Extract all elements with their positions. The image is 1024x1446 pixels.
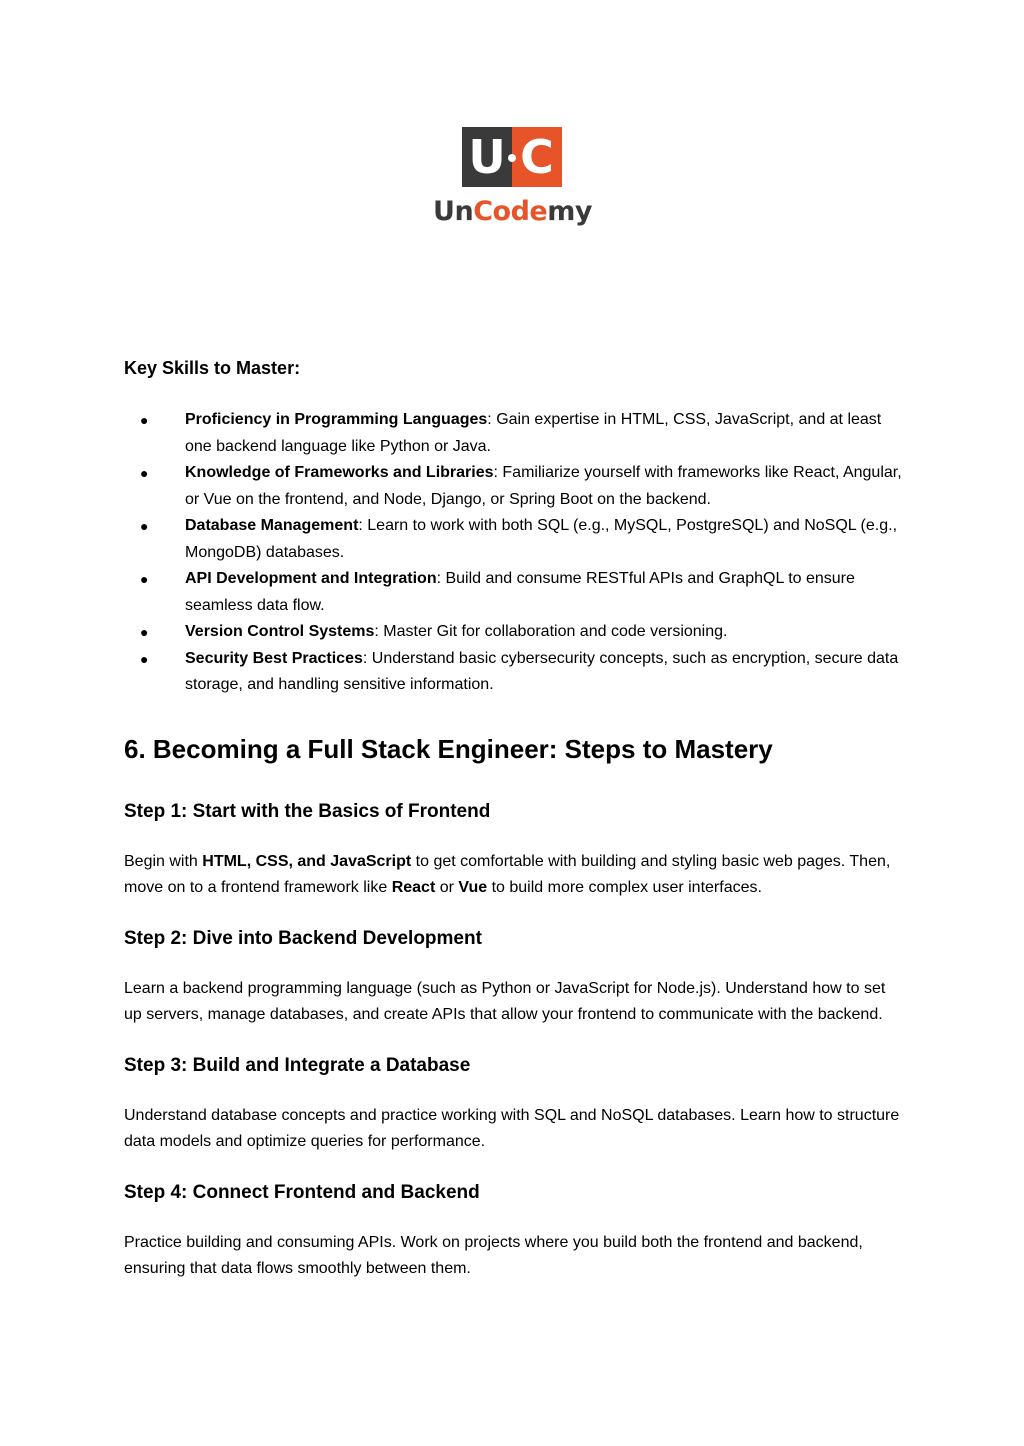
step-4-title: Step 4: Connect Frontend and Backend <box>124 1181 480 1203</box>
list-item <box>124 566 904 619</box>
step-4-text: Practice building and consuming APIs. Work on projects where you build both the frontend and backend, ensuring that data flows smoothly between them. <box>124 1233 863 1277</box>
skill-text: : Build and consume RESTful APIs and GraphQL to ensure seamless data flow. <box>185 570 855 614</box>
step-3-text: Understand database concepts and practice working with SQL and NoSQL databases. Learn how to structure data models and optimize queries for performance. <box>124 1106 900 1150</box>
uncodemy-logo <box>430 127 595 237</box>
logo-letter-c: C <box>512 127 562 187</box>
list-item <box>124 619 904 646</box>
section-heading: 6. Becoming a Full Stack Engineer: Steps to Mastery <box>124 733 773 764</box>
skill-text: : Understand basic cybersecurity concepts, such as encryption, secure data storage, and handling sensitive information. <box>185 649 899 693</box>
skill-text: : Gain expertise in HTML, CSS, JavaScript, and at least one backend language like Python or Java. <box>185 411 882 455</box>
list-item <box>124 646 904 699</box>
step-1-title: Step 1: Start with the Basics of Frontend <box>124 800 491 822</box>
text-run-bold: Vue <box>458 879 488 896</box>
bullet-icon: ● <box>140 624 149 640</box>
logo-word-part: Un <box>433 196 474 227</box>
key-skills-list <box>124 407 904 699</box>
bullet-icon: ● <box>140 518 149 534</box>
logo-word-part: Code <box>473 196 548 227</box>
text-run: to get comfortable with building and styling basic web pages. Then, move on to a frontend framework like <box>124 852 891 896</box>
bullet-icon: ● <box>140 412 149 428</box>
text-run-bold: HTML, CSS, and JavaScript <box>202 852 412 870</box>
skill-text: : Familiarize yourself with frameworks like React, Angular, or Vue on the frontend, and Node, Django, or Spring Boot on the backend. <box>185 464 902 508</box>
skill-text: : Learn to work with both SQL (e.g., MySQL, PostgreSQL) and NoSQL (e.g., MongoDB) databases. <box>185 517 898 561</box>
skill-title: Security Best Practices <box>185 649 363 667</box>
step-3-title: Step 3: Build and Integrate a Database <box>124 1054 471 1076</box>
text-run: Begin with <box>124 852 203 870</box>
step-2-title: Step 2: Dive into Backend Development <box>124 927 482 949</box>
key-skills-heading: Key Skills to Master: <box>124 358 301 378</box>
bullet-icon: ● <box>140 571 149 587</box>
skill-text: : Master Git for collaboration and code versioning. <box>374 623 728 640</box>
logo-letter-u: U <box>462 127 512 187</box>
text-run-bold: React <box>391 879 436 896</box>
skill-title: Version Control Systems <box>185 623 375 640</box>
step-1-text <box>124 849 904 902</box>
skill-title: Database Management <box>185 517 359 534</box>
list-item <box>124 407 904 460</box>
skill-title: Proficiency in Programming Languages <box>185 411 488 428</box>
logo-word-part: my <box>547 196 592 227</box>
text-run: or <box>435 879 459 896</box>
bullet-icon: ● <box>140 465 149 481</box>
list-item <box>124 513 904 566</box>
logo-dot <box>508 154 516 162</box>
logo-mark <box>462 127 562 187</box>
logo-wordmark <box>430 196 595 228</box>
document-body <box>124 355 904 1283</box>
skill-title: API Development and Integration <box>185 570 437 587</box>
skill-title: Knowledge of Frameworks and Libraries <box>185 464 494 481</box>
bullet-icon: ● <box>140 650 149 667</box>
list-item <box>124 460 904 513</box>
step-2-text: Learn a backend programming language (such as Python or JavaScript for Node.js). Understand how to set up servers, manage databases, and create APIs that allow your frontend to communicate with the backend. <box>124 979 886 1023</box>
text-run: to build more complex user interfaces. <box>487 879 762 896</box>
